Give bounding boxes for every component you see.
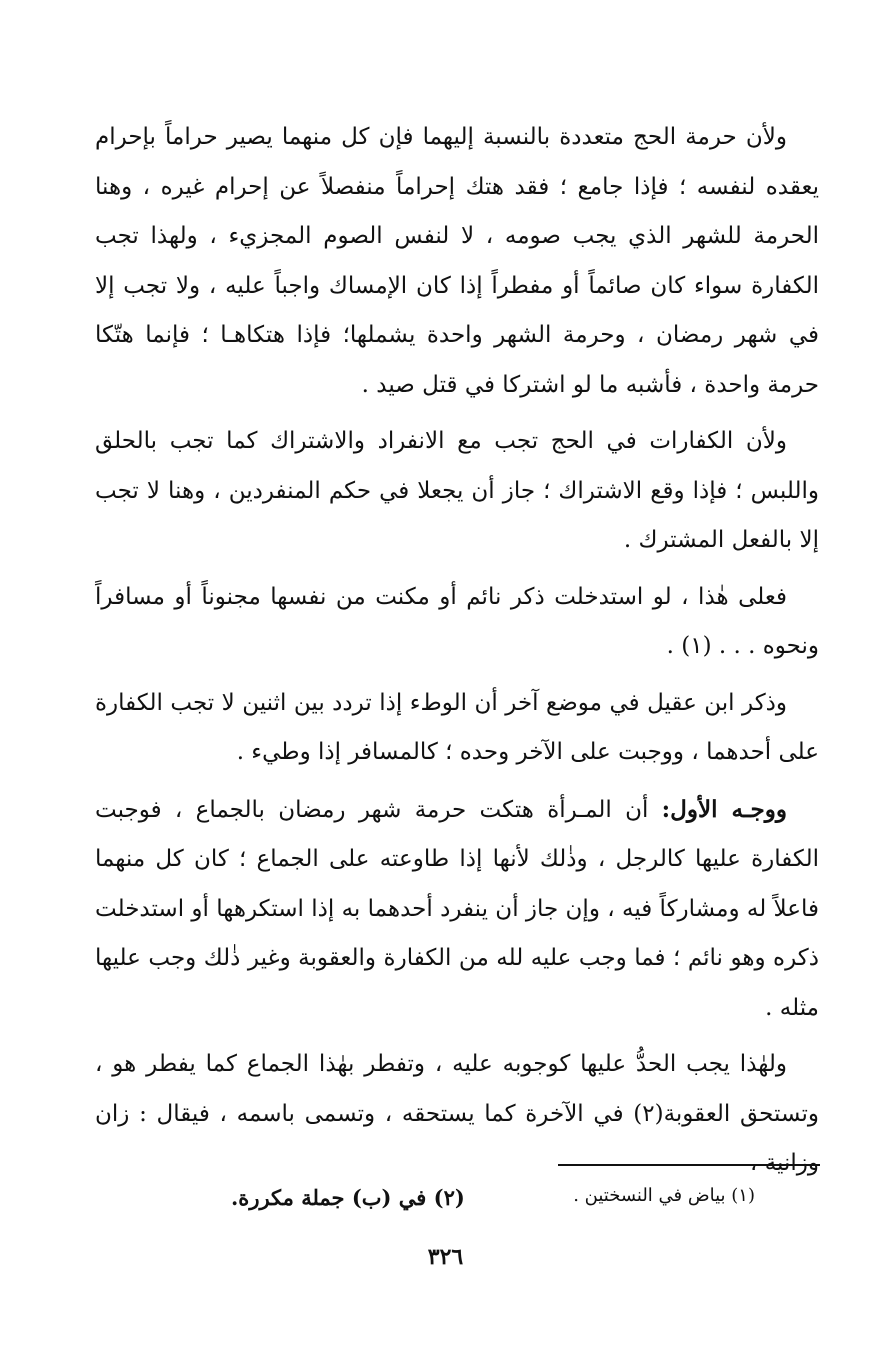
footnote-divider — [558, 1164, 820, 1166]
paragraph-2: ولأن الكفارات في الحج تجب مع الانفراد والاشتراك كما تجب بالحلق واللبس ؛ فإذا وقع الاشتراك ؛ جاز أن يجعلا في حكم المنفردين ، وهنا لا تجب إلا بالفعل المشترك . — [95, 428, 819, 553]
footnotes — [95, 1185, 819, 1225]
paragraph-5-lead: ووجـه الأول: — [661, 795, 787, 823]
footnote-2: (٢) في (ب) جملة مكررة. — [231, 1185, 465, 1210]
paragraph-3: فعلى هٰذا ، لو استدخلت ذكر نائم أو مكنت من نفسها مجنوناً أو مسافراً ونحوه . . . (١) . — [95, 583, 819, 659]
paragraph-5-text: أن المـرأة هتكت حرمة شهر رمضان بالجماع ، فوجبت الكفارة عليها كالرجل ، وذٰلك لأنها إذا طاوعته على الجماع ؛ كان كل منهما فاعلاً له ومشاركاً فيه ، وإن جاز أن ينفرد أحدهما به إذا استكرهها أو استدخلت ذكره وهو نائم ؛ فما وجب عليه لله من الكفارة والعقوبة وغير ذٰلك وجب عليها مثله . — [95, 796, 819, 1021]
page-number: ٣٢٦ — [427, 1244, 464, 1270]
paragraph-4: وذكر ابن عقيل في موضع آخر أن الوطء إذا تردد بين اثنين لا تجب الكفارة على أحدهما ، ووجبت على الآخر وحده ؛ كالمسافر إذا وطيء . — [95, 689, 819, 765]
paragraph-1: ولأن حرمة الحج متعددة بالنسبة إليهما فإن كل منهما يصير حراماً بإحرام يعقده لنفسه ؛ فإذا جامع ؛ فقد هتك إحراماً منفصلاً عن إحرام غيره ، وهنا الحرمة للشهر الذي يجب صومه ، لا لنفس الصوم المجزيء ، ولهذا تجب الكفارة سواء كان صائماً أو مفطراً إذا كان الإمساك واجباً عليه ، ولا تجب إلا في شهر رمضان ، وحرمة الشهر واحدة يشملها؛ فإذا هتكاهـا ؛ فإنما هتّكا حرمة واحدة ، فأشبه ما لو اشتركا في قتل صيد . — [95, 124, 819, 398]
paragraph-5 — [95, 785, 819, 1034]
paragraph-6: ولهٰذا يجب الحدُّ عليها كوجوبه عليه ، وتفطر بهٰذا الجماع كما يفطر هو ، وتستحق العقوبة(٢) في الآخرة كما يستحقه ، وتسمى باسمه ، فيقال : زان وزانية ، — [95, 1051, 819, 1176]
footnote-1: (١) بياض في النسختين . — [573, 1185, 755, 1206]
main-text — [95, 113, 819, 1196]
